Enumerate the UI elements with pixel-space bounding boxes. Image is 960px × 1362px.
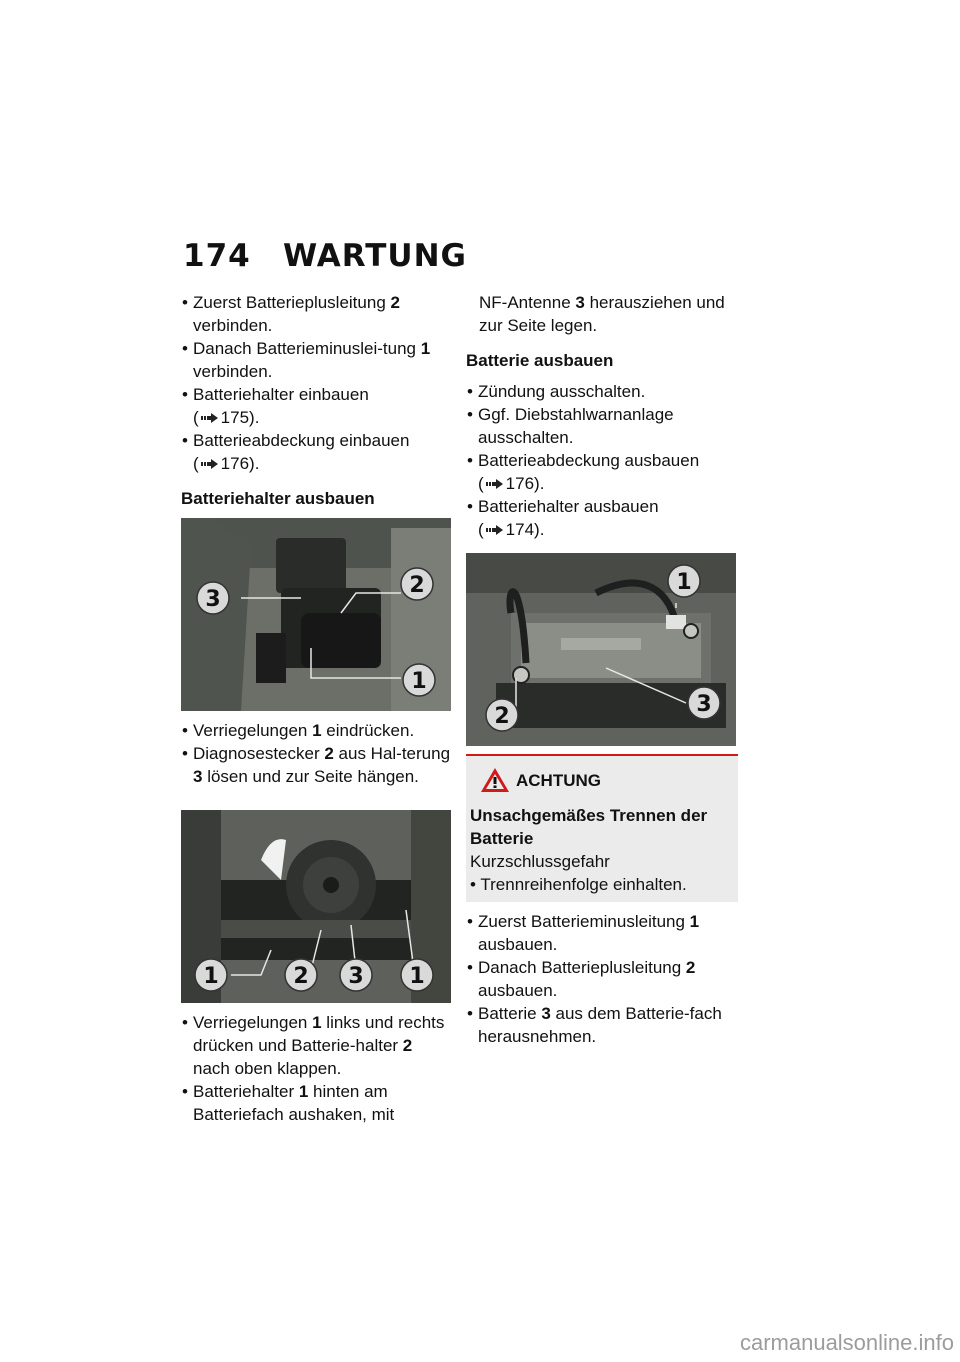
warning-bullet: • Trennreihenfolge einhalten. bbox=[470, 875, 687, 894]
figure-label: 1 bbox=[203, 964, 219, 989]
list-item: • Batterieabdeckung einbauen ( 176). bbox=[182, 431, 410, 473]
list-item: • Ggf. Diebstahlwarnanlage ausschalten. bbox=[467, 405, 674, 447]
figure-label: 2 bbox=[409, 573, 425, 598]
arrow-ref-icon bbox=[486, 478, 504, 490]
figure-battery-holder bbox=[181, 518, 451, 711]
watermark: carmanualsonline.info bbox=[739, 1330, 954, 1355]
list-item: • Danach Batterieminuslei-tung 1 verbinden. bbox=[182, 339, 431, 381]
list-item: • Verriegelungen 1 links und rechts drücken und Batterie-halter 2 nach oben klappen. bbox=[182, 1013, 445, 1078]
list-item: • Zuerst Batterieplusleitung 2 verbinden. bbox=[182, 293, 400, 335]
arrow-ref-icon bbox=[486, 524, 504, 536]
list-item: • Diagnosestecker 2 aus Hal-terung 3 lösen und zur Seite hängen. bbox=[182, 744, 451, 786]
list-item: • Batteriehalter einbauen ( 175). bbox=[182, 385, 369, 427]
arrow-ref-icon bbox=[201, 458, 219, 470]
figure-label: 3 bbox=[696, 692, 712, 717]
arrow-ref-icon bbox=[201, 412, 219, 424]
list-item: • Danach Batterieplusleitung 2 ausbauen. bbox=[467, 958, 696, 1000]
right-column bbox=[466, 291, 738, 1048]
figure-label: 3 bbox=[205, 587, 221, 612]
figure-label: 1 bbox=[409, 964, 425, 989]
figure-label: 1 bbox=[411, 669, 427, 694]
figure-label: 2 bbox=[293, 964, 309, 989]
list-item: • Batterieabdeckung ausbauen ( 176). bbox=[467, 451, 700, 493]
left-column bbox=[181, 291, 453, 1126]
figure-battery bbox=[466, 553, 736, 746]
list-item-continuation: NF-Antenne 3 herausziehen und zur Seite legen. bbox=[479, 293, 725, 335]
page-number: 174 bbox=[183, 238, 251, 274]
warning-triangle-icon bbox=[480, 766, 510, 794]
figure-label: 1 bbox=[676, 570, 692, 595]
figure-label: 3 bbox=[348, 964, 364, 989]
section-title: Batteriehalter ausbauen bbox=[181, 489, 375, 508]
figure-battery-holder-flip bbox=[181, 810, 451, 1003]
warning-box bbox=[466, 754, 738, 902]
warning-title: ACHTUNG bbox=[516, 770, 601, 790]
list-item: • Verriegelungen 1 eindrücken. bbox=[182, 721, 415, 740]
list-item: • Batterie 3 aus dem Batterie-fach herausnehmen. bbox=[467, 1004, 722, 1046]
warning-text: Kurzschlussgefahr bbox=[470, 852, 610, 871]
warning-heading: Unsachgemäßes Trennen der Batterie bbox=[470, 806, 708, 848]
figure-label: 2 bbox=[494, 704, 510, 729]
list-item: • Batteriehalter ausbauen ( 174). bbox=[467, 497, 659, 539]
section-title: Batterie ausbauen bbox=[466, 351, 614, 370]
list-item: • Zuerst Batterieminusleitung 1 ausbauen. bbox=[467, 912, 700, 954]
list-item: • Batteriehalter 1 hinten am Batteriefach aushaken, mit bbox=[182, 1082, 395, 1124]
page-header bbox=[183, 238, 467, 274]
list-item: • Zündung ausschalten. bbox=[467, 382, 646, 401]
page-title: WARTUNG bbox=[283, 238, 467, 274]
